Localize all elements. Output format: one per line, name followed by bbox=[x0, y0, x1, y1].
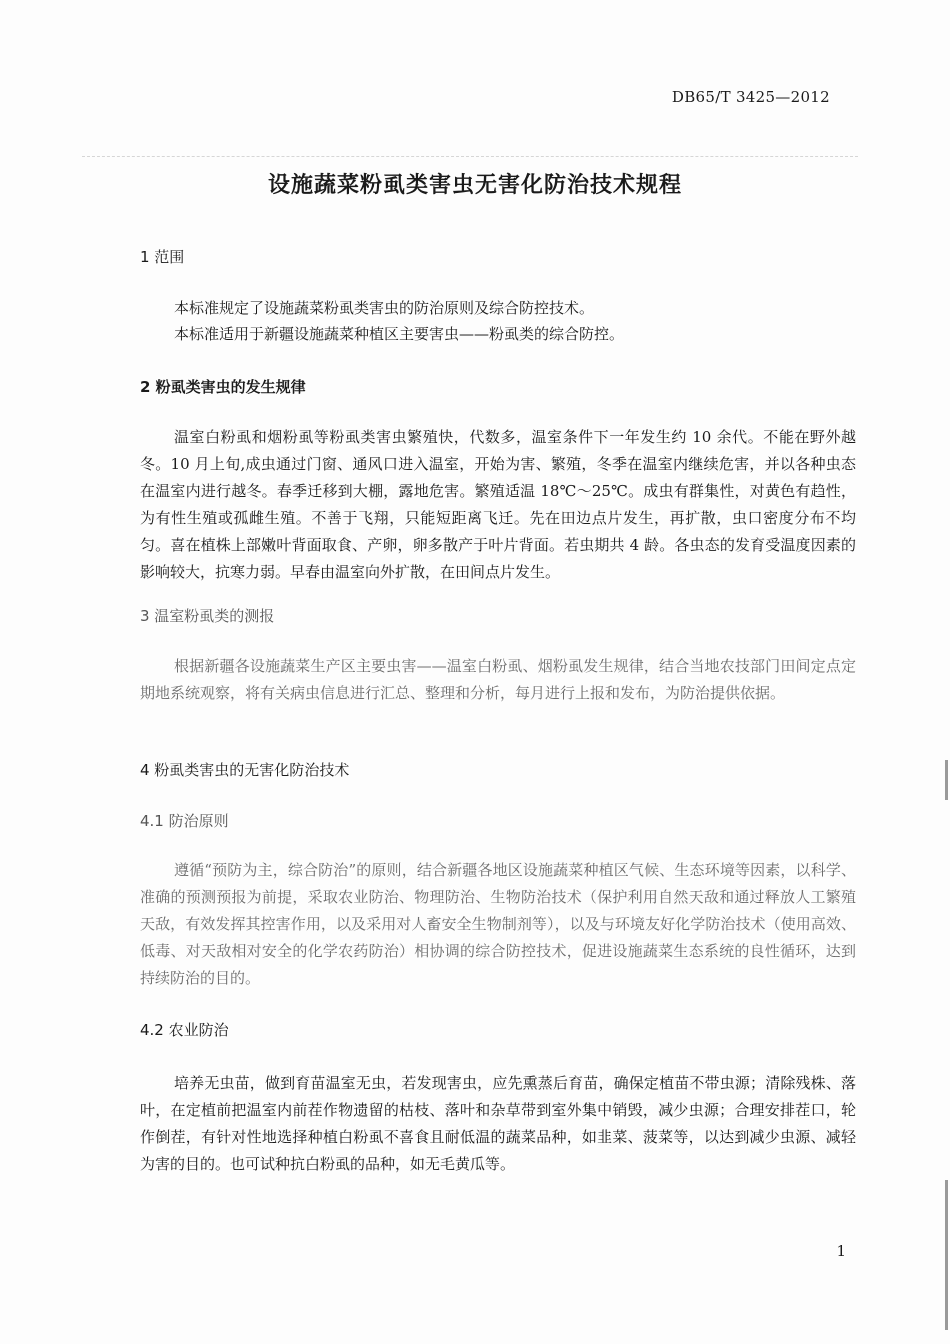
document-title: 设施蔬菜粉虱类害虫无害化防治技术规程 bbox=[267, 173, 682, 198]
section-3-paragraph: 根据新疆各设施蔬菜生产区主要虫害——温室白粉虱、烟粉虱发生规律，结合当地农技部门田间定点定期地系统观察，将有关病虫信息进行汇总、整理和分析，每月进行上报和发布，为防治提供依据。 bbox=[140, 657, 856, 702]
section-4-2-heading: 4.2 农业防治 bbox=[140, 1021, 229, 1039]
section-4-2-paragraph: 培养无虫苗，做到育苗温室无虫，若发现害虫，应先熏蒸后育苗，确保定植苗不带虫源；清除残株、落叶，在定植前把温室内前茬作物遗留的枯枝、落叶和杂草带到室外集中销毁，减少虫源；合理安排茬口，轮作倒茬，有针对性地选择种植白粉虱不喜食且耐低温的蔬菜品种，如韭菜、菠菜等，以达到减少虫源、减轻为害的目的。也可试种抗白粉虱的品种，如无毛黄瓜等。 bbox=[140, 1074, 856, 1173]
section-4-1-heading: 4.1 防治原则 bbox=[140, 812, 229, 830]
section-3-heading: 3 温室粉虱类的测报 bbox=[140, 607, 275, 625]
scan-edge-mark bbox=[945, 760, 948, 800]
standard-code: DB65/T 3425—2012 bbox=[671, 88, 830, 106]
page-number: 1 bbox=[836, 1242, 846, 1260]
section-2-paragraph: 温室白粉虱和烟粉虱等粉虱类害虫繁殖快，代数多，温室条件下一年发生约 10 余代。不能在野外越冬。10 月上旬,成虫通过门窗、通风口进入温室，开始为害、繁殖，冬季在温室内继续危害，并以各种虫态在温室内进行越冬。春季迁移到大棚，露地危害。繁殖适温 18℃～25℃。成虫有群集性，对黄色有趋性，为有性生殖或孤雌生殖。不善于飞翔，只能短距离飞迁。先在田边点片发生，再扩散，虫口密度分布不均匀。喜在植株上部嫩叶背面取食、产卵，卵多散产于叶片背面。若虫期共 4 龄。各虫态的发育受温度因素的影响较大，抗寒力弱。早春由温室向外扩散，在田间点片发生。 bbox=[140, 428, 856, 581]
section-4-heading: 4 粉虱类害虫的无害化防治技术 bbox=[140, 761, 350, 779]
scan-edge-mark bbox=[945, 1180, 948, 1330]
section-1-line-1: 本标准规定了设施蔬菜粉虱类害虫的防治原则及综合防控技术。 bbox=[174, 299, 595, 317]
section-1-line-2: 本标准适用于新疆设施蔬菜种植区主要害虫——粉虱类的综合防控。 bbox=[174, 325, 625, 343]
header-divider bbox=[82, 156, 858, 157]
section-2-heading: 2 粉虱类害虫的发生规律 bbox=[140, 378, 306, 396]
section-4-1-paragraph: 遵循“预防为主，综合防治”的原则，结合新疆各地区设施蔬菜种植区气候、生态环境等因素，以科学、准确的预测预报为前提，采取农业防治、物理防治、生物防治技术（保护利用自然天敌和通过释放人工繁殖天敌，有效发挥其控害作用，以及采用对人畜安全生物制剂等），以及与环境友好化学防治技术（使用高效、低毒、对天敌相对安全的化学农药防治）相协调的综合防控技术，促进设施蔬菜生态系统的良性循环，达到持续防治的目的。 bbox=[140, 861, 856, 987]
section-1-heading: 1 范围 bbox=[140, 248, 185, 266]
